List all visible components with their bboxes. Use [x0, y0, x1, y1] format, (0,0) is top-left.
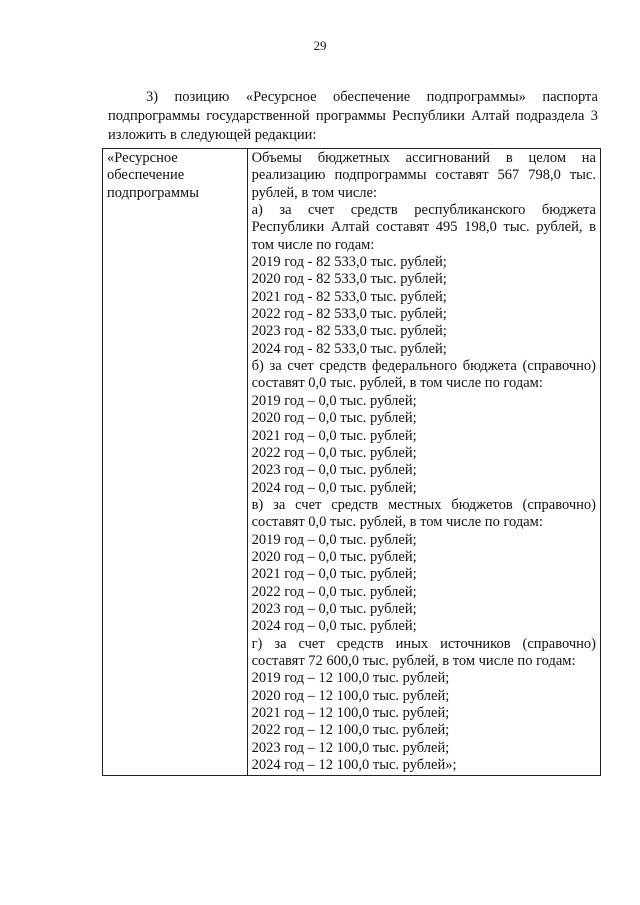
year-amount-line: 2022 год – 0,0 тыс. рублей; — [251, 583, 417, 600]
year-amount-line: 2021 год - 82 533,0 тыс. рублей; — [251, 288, 447, 305]
year-amount-line: 2020 год – 12 100,0 тыс. рублей; — [251, 687, 450, 704]
section-heading: а) за счет средств республиканского бюджета Республики Алтай составят 495 198,0 тыс. рублей, в том числе по годам: — [251, 202, 596, 253]
resource-table — [102, 148, 601, 776]
total-funding: Объемы бюджетных ассигнований в целом на реализацию подпрограммы составят 567 798,0 тыс. рублей, в том числе: — [251, 150, 596, 201]
year-amount-line: 2024 год – 12 100,0 тыс. рублей»; — [251, 757, 457, 774]
year-amount-line: 2021 год – 0,0 тыс. рублей; — [251, 427, 417, 444]
page-number: 29 — [313, 38, 327, 53]
year-amount-line: 2019 год – 0,0 тыс. рублей; — [251, 531, 417, 548]
year-amount-line: 2024 год - 82 533,0 тыс. рублей; — [251, 340, 447, 357]
funding-details-cell — [247, 149, 600, 776]
year-amount-line: 2024 год – 0,0 тыс. рублей; — [251, 479, 417, 496]
section-heading: г) за счет средств иных источников (справочно) составят 72 600,0 тыс. рублей, в том числе по годам: — [251, 635, 596, 669]
year-amount-line: 2021 год – 0,0 тыс. рублей; — [251, 566, 417, 583]
year-amount-line: 2023 год – 0,0 тыс. рублей; — [251, 600, 417, 617]
position-label-cell — [103, 149, 248, 776]
section-heading: б) за счет средств федерального бюджета (справочно) составят 0,0 тыс. рублей, в том числе по годам: — [251, 358, 596, 392]
year-amount-line: 2023 год – 12 100,0 тыс. рублей; — [251, 739, 450, 756]
year-amount-line: 2022 год – 12 100,0 тыс. рублей; — [251, 722, 450, 739]
year-amount-line: 2019 год – 12 100,0 тыс. рублей; — [251, 670, 450, 687]
year-amount-line: 2020 год – 0,0 тыс. рублей; — [251, 410, 417, 427]
intro-text: 3) позицию «Ресурсное обеспечение подпрограммы» паспорта подпрограммы государственной программы Республики Алтай подраздела 3 изложить в следующей редакции: — [108, 89, 598, 143]
year-amount-line: 2020 год - 82 533,0 тыс. рублей; — [251, 271, 447, 288]
funding-sections — [252, 202, 596, 774]
year-amount-line: 2021 год – 12 100,0 тыс. рублей; — [251, 705, 450, 721]
table-row — [103, 149, 601, 776]
section-heading: в) за счет средств местных бюджетов (справочно) составят 0,0 тыс. рублей, в том числе по годам: — [251, 496, 596, 531]
position-label: «Ресурсное обеспечение подпрограммы — [107, 150, 199, 201]
year-amount-line: 2019 год – 0,0 тыс. рублей; — [251, 392, 417, 409]
year-amount-line: 2019 год - 82 533,0 тыс. рублей; — [251, 254, 447, 271]
year-amount-line: 2023 год - 82 533,0 тыс. рублей; — [251, 323, 447, 340]
year-amount-line: 2022 год – 0,0 тыс. рублей; — [251, 444, 417, 461]
year-amount-line: 2020 год – 0,0 тыс. рублей; — [251, 548, 417, 565]
year-amount-line: 2023 год – 0,0 тыс. рублей; — [251, 462, 417, 479]
year-amount-line: 2024 год – 0,0 тыс. рублей; — [251, 618, 417, 635]
intro-paragraph — [108, 88, 598, 145]
year-amount-line: 2022 год - 82 533,0 тыс. рублей; — [251, 306, 447, 323]
